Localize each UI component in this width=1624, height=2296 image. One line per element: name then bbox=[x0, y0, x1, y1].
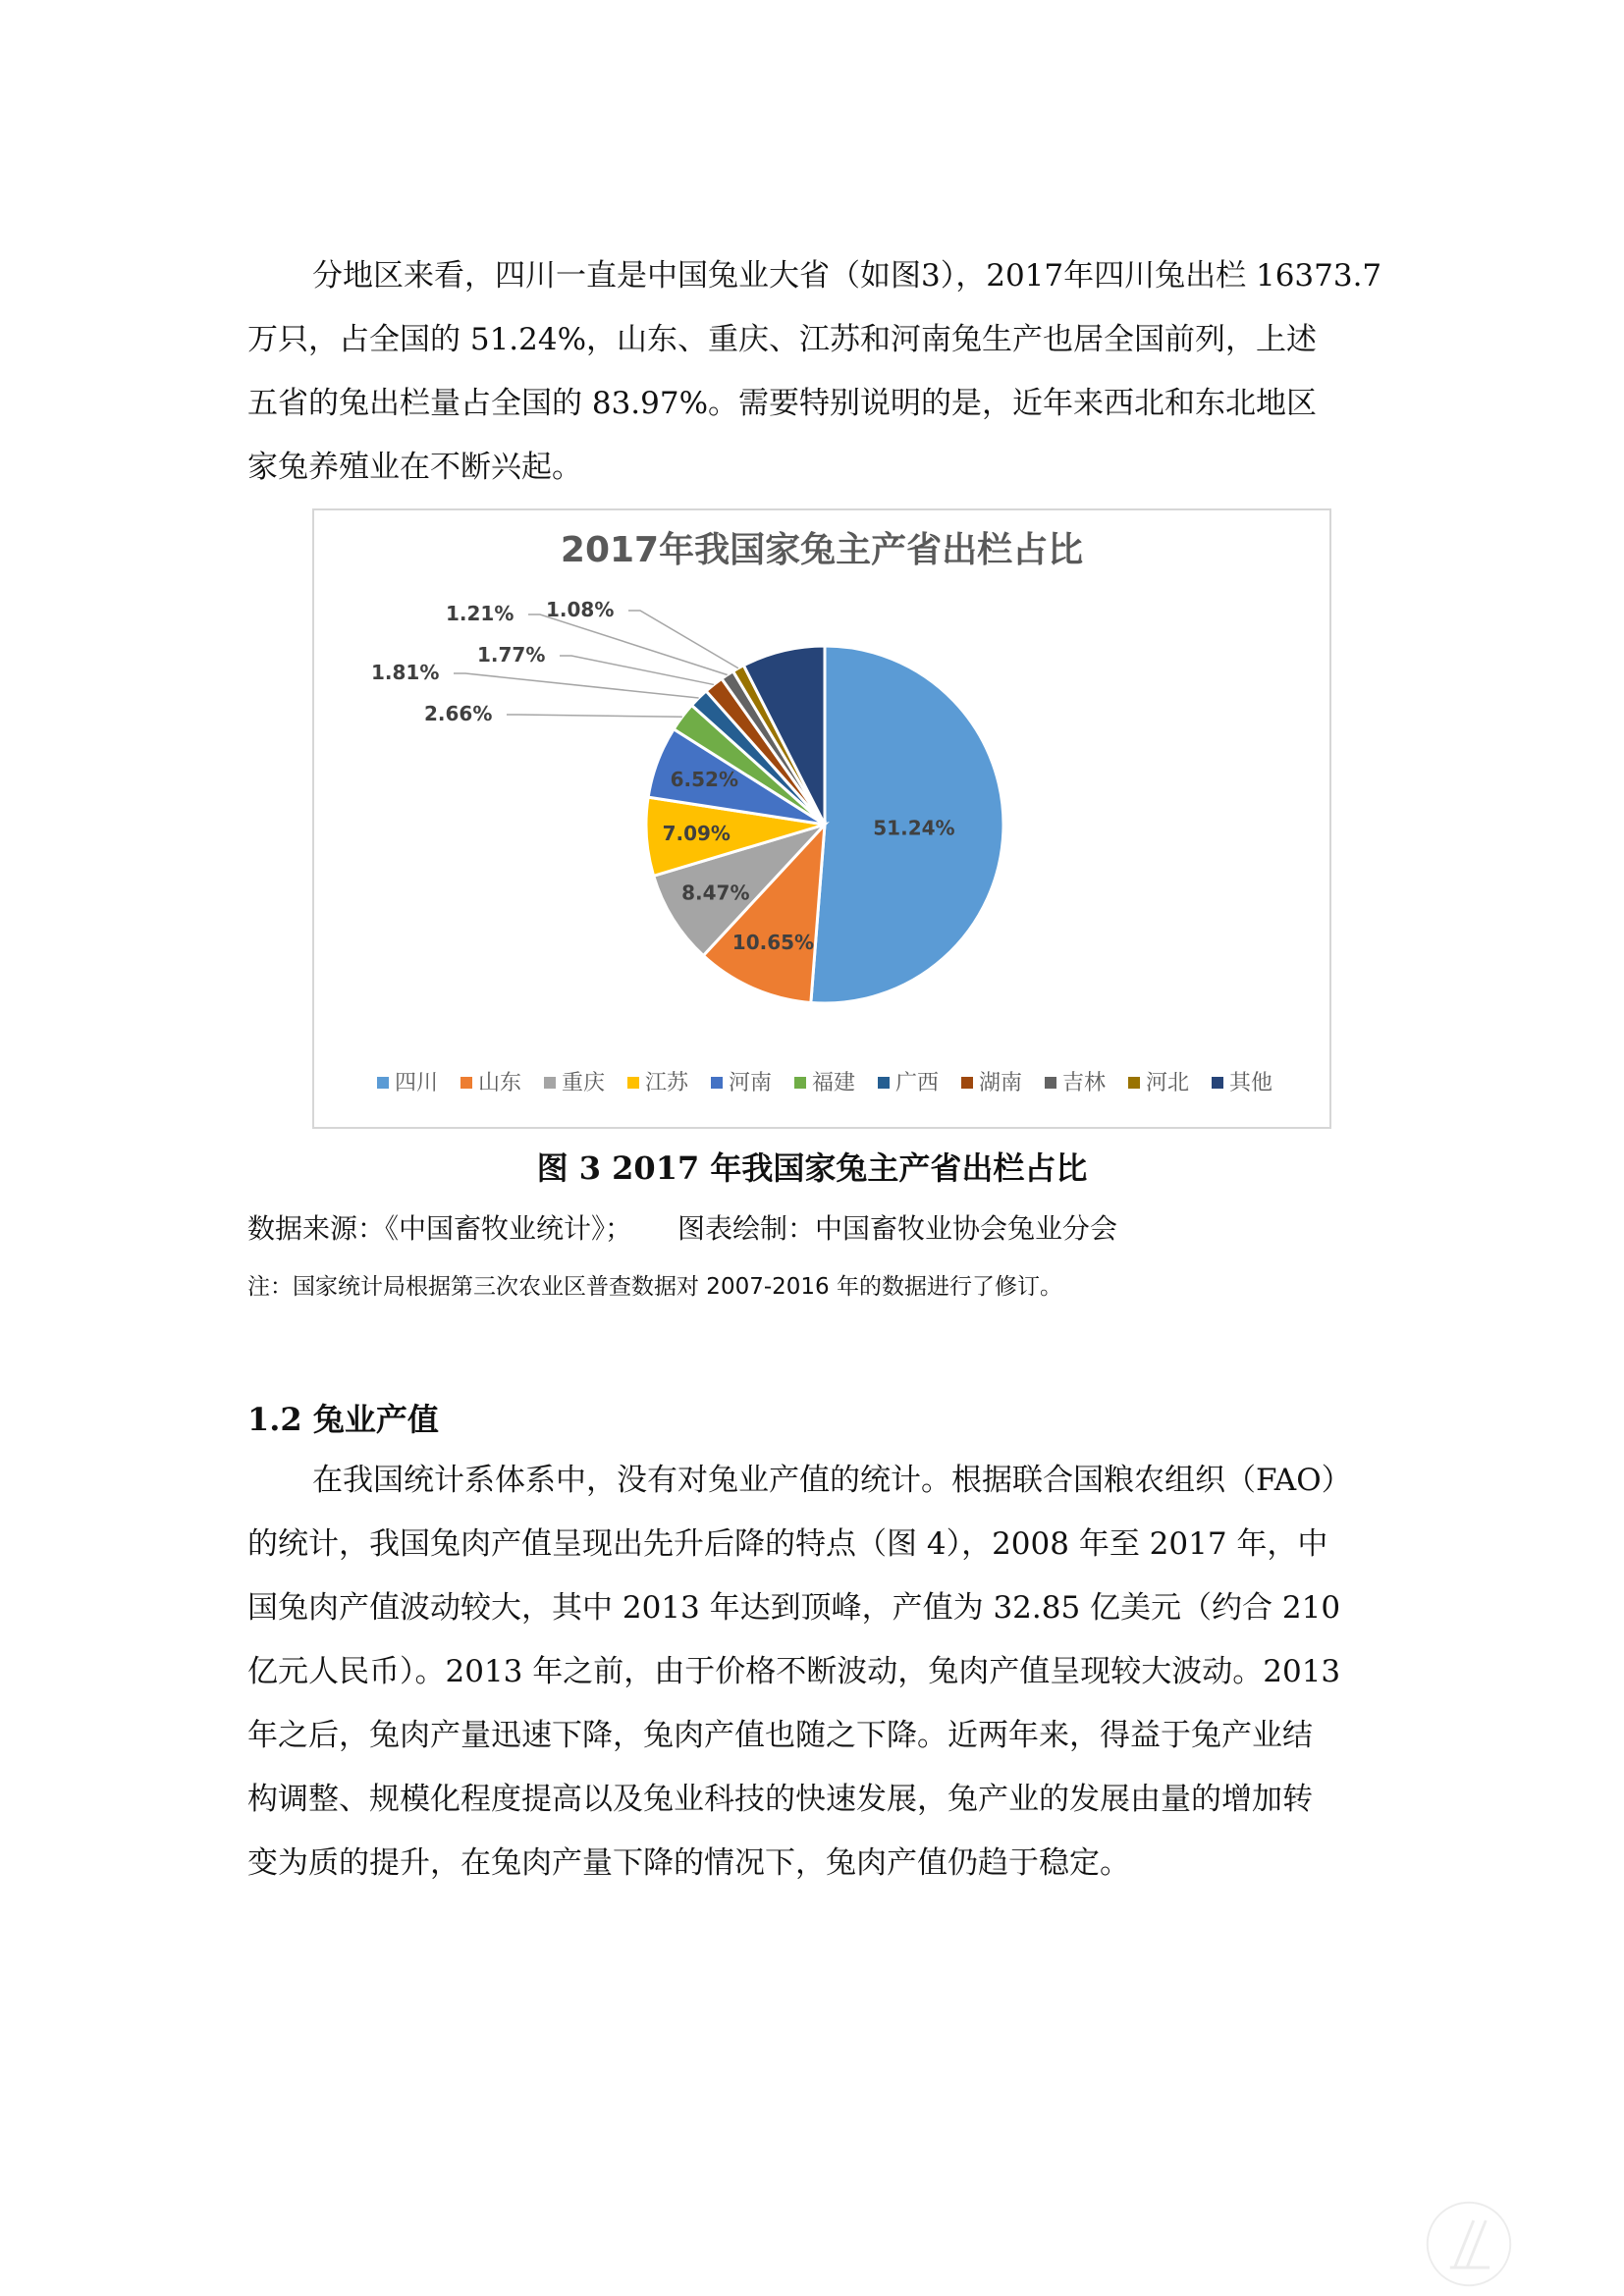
legend-swatch bbox=[377, 1077, 389, 1089]
paragraph-regional bbox=[247, 244, 1386, 500]
paragraph-output-value bbox=[247, 1449, 1386, 1896]
section-heading: 1.2 兔业产值 bbox=[247, 1401, 439, 1438]
paragraph-line: 构调整、规模化程度提高以及兔业科技的快速发展，兔产业的发展由量的增加转 bbox=[247, 1782, 1313, 1817]
legend-label: 广西 bbox=[895, 1071, 940, 1095]
leader-line bbox=[628, 611, 738, 668]
data-label: 10.65% bbox=[731, 931, 815, 955]
legend-swatch bbox=[1128, 1077, 1140, 1089]
leader-line bbox=[560, 656, 714, 684]
paragraph-line: 变为质的提升，在兔肉产量下降的情况下，兔肉产值仍趋于稳定。 bbox=[247, 1845, 1130, 1881]
data-source: 数据来源：《中国畜牧业统计》； bbox=[247, 1212, 633, 1245]
legend-swatch bbox=[1212, 1077, 1223, 1089]
data-label: 1.77% bbox=[477, 643, 546, 667]
source-line bbox=[247, 1207, 1117, 1247]
paragraph-line: 年之后，兔肉产量迅速下降，兔肉产值也随之下降。近两年来，得益于兔产业结 bbox=[247, 1718, 1313, 1753]
data-label: 2.66% bbox=[424, 702, 493, 725]
legend-label: 河南 bbox=[729, 1071, 773, 1095]
data-label: 7.09% bbox=[662, 822, 731, 846]
legend-label: 湖南 bbox=[979, 1071, 1023, 1095]
leader-line bbox=[454, 673, 699, 698]
paragraph-line: 在我国统计系体系中，没有对兔业产值的统计。根据联合国粮农组织（FAO） bbox=[312, 1463, 1352, 1498]
data-label: 6.52% bbox=[670, 767, 738, 791]
watermark-logo bbox=[1422, 2197, 1516, 2291]
paragraph-line: 的统计，我国兔肉产值呈现出先升后降的特点（图 4），2008 年至 2017 年，中 bbox=[247, 1526, 1328, 1562]
paragraph-line: 万只，占全国的 51.24%，山东、重庆、江苏和河南兔生产也居全国前列，上述 bbox=[247, 322, 1318, 357]
leader-line bbox=[507, 715, 682, 717]
legend-label: 江苏 bbox=[645, 1071, 689, 1095]
data-label: 51.24% bbox=[873, 816, 955, 840]
legend-label: 吉林 bbox=[1062, 1071, 1107, 1095]
pie-chart-frame bbox=[312, 508, 1331, 1129]
pie-chart bbox=[314, 510, 1329, 1127]
legend-label: 重庆 bbox=[562, 1071, 606, 1095]
legend-swatch bbox=[544, 1077, 556, 1089]
data-label: 1.81% bbox=[371, 661, 440, 684]
legend-swatch bbox=[961, 1077, 973, 1089]
legend-label: 四川 bbox=[395, 1071, 439, 1095]
note: 注：国家统计局根据第三次农业区普查数据对 2007-2016 年的数据进行了修订。 bbox=[247, 1274, 1062, 1300]
chart-title: 2017年我国家兔主产省出栏占比 bbox=[560, 530, 1084, 570]
legend-swatch bbox=[460, 1077, 472, 1089]
paragraph-line: 五省的兔出栏量占全国的 83.97%。需要特别说明的是，近年来西北和东北地区 bbox=[247, 386, 1318, 421]
legend-swatch bbox=[1045, 1077, 1056, 1089]
legend-label: 河北 bbox=[1146, 1071, 1190, 1095]
legend-label: 山东 bbox=[478, 1071, 522, 1095]
figure-caption: 图 3 2017 年我国家兔主产省出栏占比 bbox=[536, 1149, 1088, 1187]
data-label: 8.47% bbox=[681, 881, 750, 905]
data-label: 1.08% bbox=[546, 598, 615, 621]
data-label: 1.21% bbox=[446, 602, 514, 625]
legend-label: 其他 bbox=[1229, 1071, 1273, 1095]
paragraph-line: 国兔肉产值波动较大，其中 2013 年达到顶峰，产值为 32.85 亿美元（约合 210 bbox=[247, 1590, 1341, 1626]
legend-swatch bbox=[711, 1077, 723, 1089]
paragraph-line: 亿元人民币）。2013 年之前，由于价格不断波动，兔肉产值呈现较大波动。2013 bbox=[247, 1654, 1341, 1689]
legend-label: 福建 bbox=[812, 1071, 856, 1095]
legend-swatch bbox=[794, 1077, 806, 1089]
legend-swatch bbox=[878, 1077, 890, 1089]
chart-credit: 图表绘制：中国畜牧业协会兔业分会 bbox=[677, 1212, 1118, 1245]
paragraph-line: 家兔养殖业在不断兴起。 bbox=[247, 450, 582, 485]
legend-swatch bbox=[627, 1077, 639, 1089]
paragraph-line: 分地区来看，四川一直是中国兔业大省（如图3），2017年四川兔出栏 16373.7 bbox=[312, 258, 1382, 294]
